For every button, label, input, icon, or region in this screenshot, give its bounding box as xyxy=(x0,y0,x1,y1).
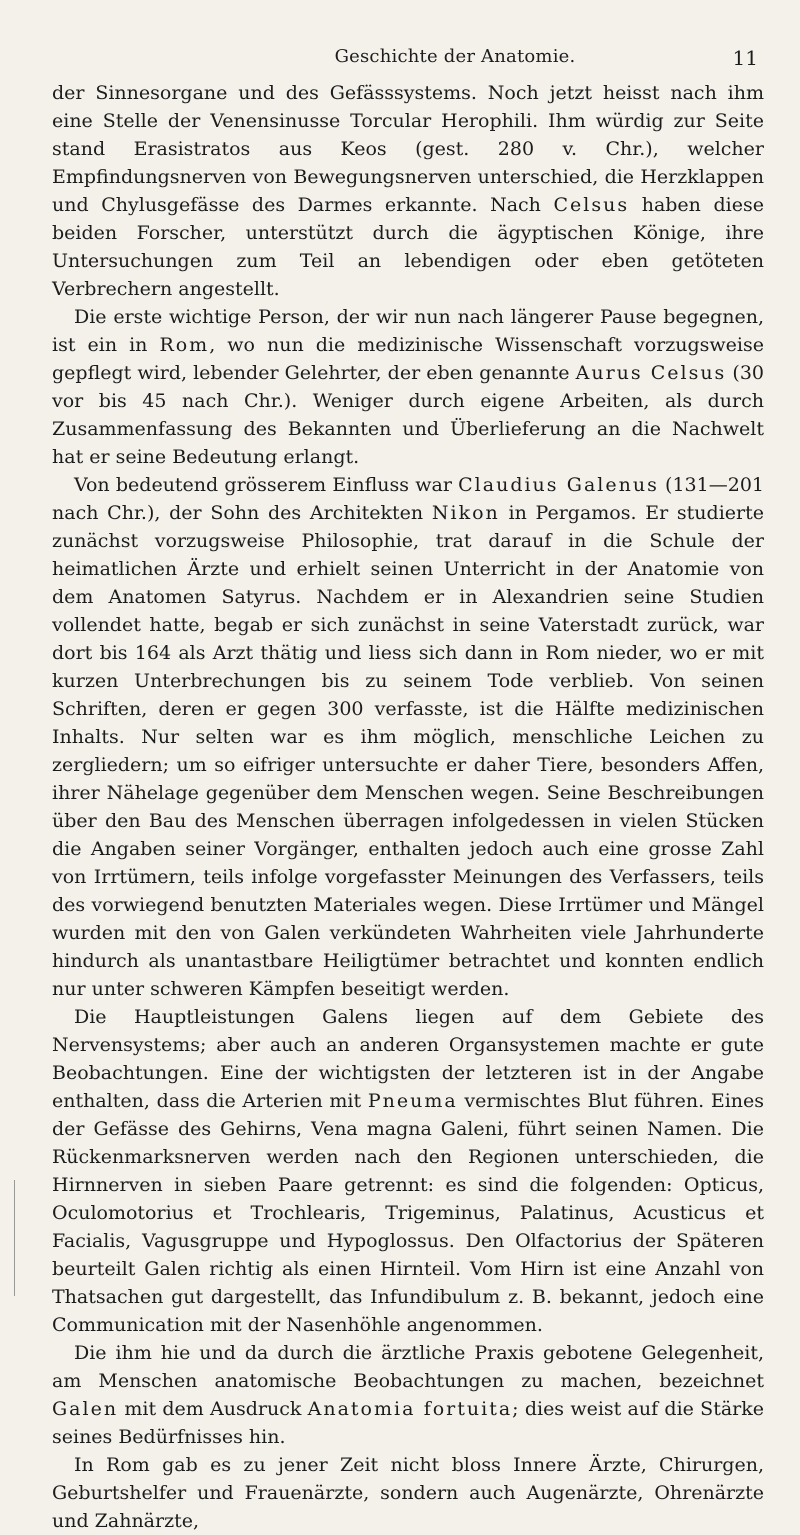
text-run: ; dies weist auf die Stärke seines Bedürfnisses hin. xyxy=(52,1398,764,1448)
text-run: mit dem Ausdruck xyxy=(118,1398,308,1420)
spaced-name: Anatomia fortuita xyxy=(307,1398,513,1420)
paragraph xyxy=(52,1451,764,1535)
paragraph xyxy=(52,303,764,471)
paragraph xyxy=(52,79,764,303)
spaced-name: Rom xyxy=(159,334,210,356)
text-run: (30 vor bis 45 nach Chr.). Weniger durch eigene Arbeiten, als durch Zusammenfassung des Bekannten und Überlieferung an die Nachwelt hat er seine Bedeutung erlangt. xyxy=(52,362,764,468)
running-title: Geschichte der Anatomie. xyxy=(334,46,576,67)
text-run: in Pergamos. Er studierte zunächst vorzugsweise Philosophie, trat darauf in die Schule der heimatlichen Ärzte und erhielt seinen Unterricht in der Anatomie von dem Anatomen Satyrus. Nachdem er in Alexandrien seine Studien vollendet hatte, begab er sich zunächst in seine Vaterstadt zurück, war dort bis 164 als Arzt thätig und liess sich dann in Rom nieder, wo er mit kurzen Unterbrechungen bis zu seinem Tode verblieb. Von seinen Schriften, deren er gegen 300 verfasste, ist die Hälfte medizinischen Inhalts. Nur selten war es ihm möglich, menschliche Leichen zu zergliedern; um so eifriger untersuchte er daher Tiere, besonders Affen, ihrer Nähelage gegenüber dem Menschen wegen. Seine Beschreibungen über den Bau des Menschen überragen infolgedessen in vielen Stücken die Angaben seiner Vorgänger, enthalten jedoch auch eine grosse Zahl von Irrtümern, teils infolge vorgefasster Meinungen des Verfassers, teils des vorwiegend benutzten Materiales wegen. Diese Irrtümer und Mängel wurden mit den von Galen verkündeten Wahrheiten viele Jahrhunderte hindurch als unantastbare Heiligtümer betrachtet und konnten endlich nur unter schweren Kämpfen beseitigt werden. xyxy=(52,502,764,1000)
text-run: (131—201 nach Chr.), der Sohn des Architekten xyxy=(52,474,764,524)
body-text xyxy=(52,79,764,1535)
spaced-name: Galen xyxy=(52,1398,119,1420)
spaced-name: Pneuma xyxy=(367,1090,458,1112)
paragraph xyxy=(52,1003,764,1339)
text-run: Die Hauptleistungen Galens liegen auf dem Gebiete des Nervensystems; aber auch an anderen Organsystemen machte er gute Beobachtungen. Eine der wichtigsten der letzteren ist in der Angabe enthalten, dass die Arterien mit xyxy=(52,1006,764,1112)
text-run: Von bedeutend grösserem Einfluss war xyxy=(74,474,459,496)
text-run: haben diese beiden Forscher, unterstützt durch die ägyptischen Könige, ihre Untersuchungen zum Teil an lebendigen oder eben getöteten Verbrechern angestellt. xyxy=(52,194,764,300)
page-number: 11 xyxy=(732,46,758,70)
text-run: Die ihm hie und da durch die ärztliche Praxis gebotene Gelegenheit, am Menschen anatomische Beobachtungen zu machen, bezeichnet xyxy=(52,1342,764,1392)
page-edge-shadow xyxy=(14,1180,15,1296)
spaced-name: Claudius Galenus xyxy=(458,474,659,496)
text-run: In Rom gab es zu jener Zeit nicht bloss Innere Ärzte, Chirurgen, Geburtshelfer und Frauenärzte, sondern auch Augenärzte, Ohrenärzte und Zahnärzte, xyxy=(52,1454,764,1532)
spaced-name: Aurus Celsus xyxy=(575,362,727,384)
paragraph xyxy=(52,1339,764,1451)
paragraph xyxy=(52,471,764,1003)
text-run: der Sinnesorgane und des Gefässsystems. Noch jetzt heisst nach ihm eine Stelle der Venensinusse Torcular Herophili. Ihm würdig zur Seite stand Erasistratos aus Keos (gest. 280 v. Chr.), welcher Empfindungsnerven von Bewegungsnerven unterschied, die Herzklappen und Chylusgefässe des Darmes erkannte. Nach xyxy=(52,82,764,216)
spaced-name: Nikon xyxy=(431,502,500,524)
text-run: Die erste wichtige Person, der wir nun nach längerer Pause begegnen, ist ein in xyxy=(52,306,764,356)
text-run: , wo nun die medizinische Wissenschaft vorzugsweise gepflegt wird, lebender Gelehrter, der eben genannte xyxy=(52,334,764,384)
text-run: vermischtes Blut führen. Eines der Gefässe des Gehirns, Vena magna Galeni, führt seinen Namen. Die Rückenmarksnerven werden nach den Regionen unterschieden, die Hirnnerven in sieben Paare getrennt: es sind die folgenden: Opticus, Oculomotorius et Trochlearis, Trigeminus, Palatinus, Acusticus et Facialis, Vagusgruppe und Hypoglossus. Den Olfactorius der Späteren beurteilt Galen richtig als einen Hirnteil. Vom Hirn ist eine Anzahl von Thatsachen gut dargestellt, das Infundibulum z. B. bekannt, jedoch eine Communication mit der Nasenhöhle angenommen. xyxy=(52,1090,764,1336)
spaced-name: Celsus xyxy=(553,194,630,216)
